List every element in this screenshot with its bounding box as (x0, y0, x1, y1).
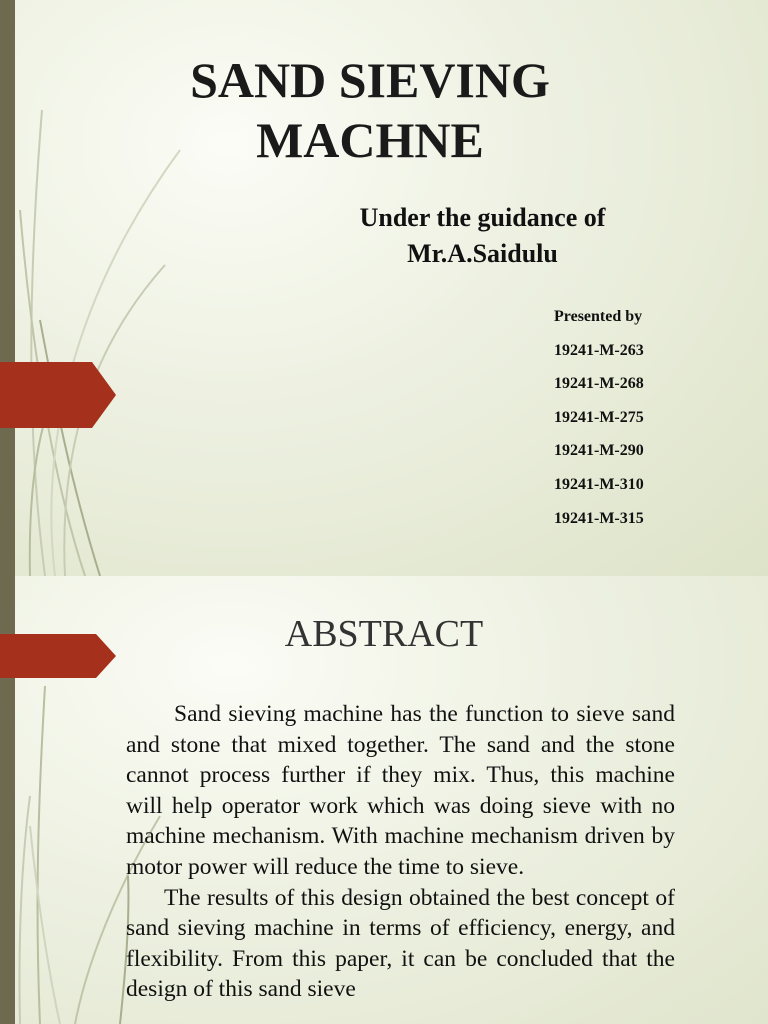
presenter-id: 19241-M-275 (554, 408, 644, 426)
slide-title: SAND SIEVING MACHNE (190, 52, 550, 168)
guidance-label: Under the guidance of (359, 203, 606, 232)
ribbon-arrow-shape (0, 362, 116, 428)
presenter-list (554, 304, 644, 539)
abstract-paragraph: The results of this design obtained the best concept of sand sieving machine in terms of efficiency, energy, and flexibility. From this paper, it can be concluded that the design of this sand sieve (126, 884, 675, 1003)
abstract-body (126, 699, 675, 1005)
presenter-id: 19241-M-310 (554, 475, 644, 493)
presenter-id: 19241-M-290 (554, 442, 644, 460)
presenter-id: 19241-M-268 (554, 375, 644, 393)
abstract-slide (0, 576, 768, 1024)
abstract-paragraph: Sand sieving machine has the function to sieve sand and stone that mixed together. The sand and the stone cannot process further if they mix. Thus, this machine will help operator work which was doing sieve with no machine mechanism. With machine mechanism driven by motor power will reduce the time to sieve. (126, 701, 675, 880)
presenter-id: 19241-M-263 (554, 341, 644, 359)
presented-by-label: Presented by (554, 308, 643, 325)
abstract-heading: ABSTRACT (284, 613, 484, 655)
presenter-id: 19241-M-315 (554, 509, 644, 527)
guidance-block (300, 200, 665, 272)
guide-name: Mr.A.Saidulu (407, 239, 558, 268)
